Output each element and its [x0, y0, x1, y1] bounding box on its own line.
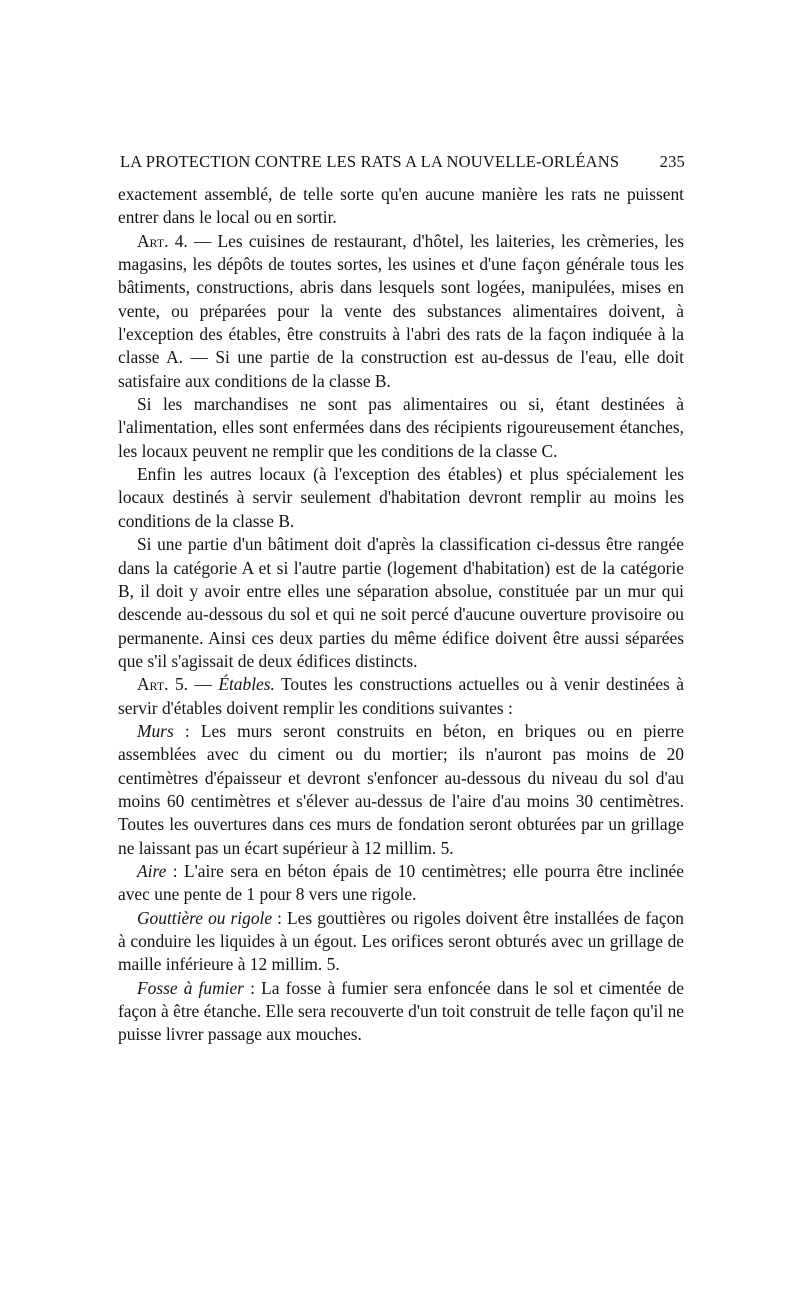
paragraph-text: Les cuisines de restaurant, d'hôtel, les laiteries, les crèmeries, les magasins, les dépôts de toutes sortes, les usines et d'une façon générale tous les bâtiments, constructions, abris dans lesquels sont logées, manipulées, mises en vente, ou préparées pour la vente des substances alimentaires doivent, à l'exception des étables, être construits à l'abri des rats de la façon indiquée à la classe A. — Si une partie de la construction est au-dessus de l'eau, elle doit satisfaire aux conditions de la classe B.: [118, 230, 684, 391]
running-title: LA PROTECTION CONTRE LES RATS A LA NOUVELLE-ORLÉANS: [120, 152, 620, 171]
paragraph-text: : L'aire sera en béton épais de 10 centimètres; elle pourra être inclinée avec une pente de 1 pour 8 vers une rigole.: [118, 860, 684, 905]
article-label: Art. 4. —: [137, 230, 212, 251]
paragraph: [118, 463, 684, 533]
running-head: [120, 152, 685, 172]
paragraph-text: Si les marchandises ne sont pas alimentaires ou si, étant destinées à l'alimentation, elles sont enfermées dans des récipients rigoureusement étanches, les locaux peuvent ne remplir que les conditions de la classe C.: [118, 394, 684, 461]
paragraph-text: Toutes les constructions actuelles ou à venir destinées à servir d'étables doivent remplir les conditions suivantes :: [118, 674, 684, 718]
paragraph-text: Si une partie d'un bâtiment doit d'après la classification ci-dessus être rangée dans la catégorie A et si l'autre partie (logement d'habitation) est de la catégorie B, il doit y avoir entre elles une séparation absolue, constituée par un mur qui descende au-dessous du sol et qui ne soit percé d'aucune ouverture provisoire ou permanente. Ainsi ces deux parties du même édifice doivent être aussi séparées que s'il s'agissait de deux édifices distincts.: [118, 534, 684, 671]
article-label: Art. 5. —: [137, 674, 212, 695]
paragraph: [118, 393, 684, 463]
body-text: [118, 183, 684, 1047]
clause-term: Fosse à fumier: [137, 977, 244, 998]
clause-term: Aire: [137, 860, 167, 881]
paragraph-text: Enfin les autres locaux (à l'exception des étables) et plus spécialement les locaux destinés à servir seulement d'habitation devront remplir au moins les conditions de la classe B.: [118, 464, 684, 531]
paragraph: [118, 533, 684, 673]
article-paragraph: [118, 673, 684, 720]
article-paragraph: [118, 230, 684, 393]
clause-paragraph: [118, 720, 684, 860]
page-number: 235: [659, 152, 685, 171]
paragraph: [118, 183, 684, 230]
paragraph-text: : La fosse à fumier sera enfoncée dans le sol et cimentée de façon à être étanche. Elle sera recouverte d'un toit construit de telle façon qu'il ne puisse livrer passage aux mouches.: [118, 977, 684, 1045]
clause-paragraph: [118, 860, 684, 907]
clause-paragraph: [118, 977, 684, 1047]
paragraph-text: exactement assemblé, de telle sorte qu'en aucune manière les rats ne puissent entrer dans le local ou en sortir.: [118, 184, 684, 228]
clause-paragraph: [118, 907, 684, 977]
paragraph-text: : Les murs seront construits en béton, en briques ou en pierre assemblées avec du ciment ou du mortier; ils n'auront pas moins de 20 centimètres d'épaisseur et devront s'enfoncer au-dessous du niveau du sol d'au moins 60 centimètres et s'élever au-dessus de l'aire d'au moins 30 centimètres. Toutes les ouvertures dans ces murs de fondation seront obturées par un grillage ne laissant pas un écart supérieur à 12 millim. 5.: [118, 720, 684, 858]
clause-term: Murs: [137, 720, 174, 741]
clause-term: Gouttière ou rigole: [137, 907, 273, 928]
article-term: Étables.: [218, 674, 275, 695]
paragraph-text: : Les gouttières ou rigoles doivent être installées de façon à conduire les liquides à un égout. Les orifices seront obturés avec un grillage de maille inférieure à 12 millim. 5.: [118, 907, 684, 975]
